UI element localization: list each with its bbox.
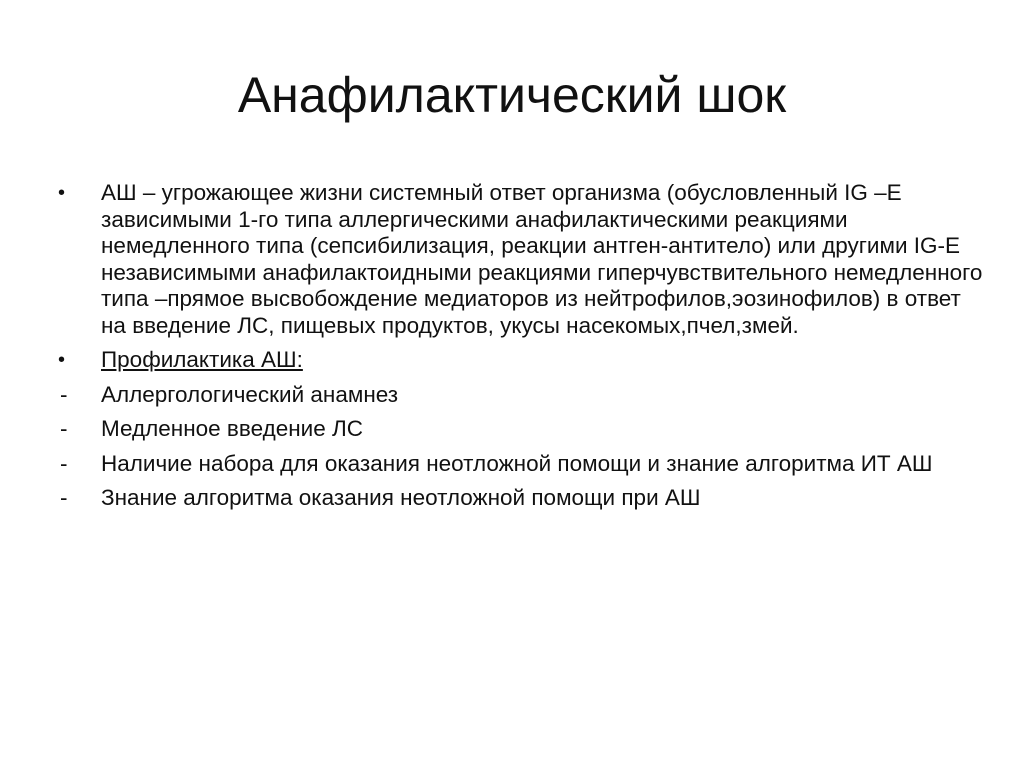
slide-content [58,180,988,520]
list-item-slow-administration [58,416,988,443]
prevention-heading: Профилактика АШ: [101,347,303,372]
slow-administration-text: Медленное введение ЛС [101,416,364,441]
dash-marker: - [60,450,68,476]
emergency-kit-text: Наличие набора для оказания неотложной помощи и знание алгоритма ИТ АШ [101,450,933,476]
slide-title: Анафилактический шок [237,67,787,123]
list-item-allergy-history [58,382,988,409]
list-item-definition [58,180,988,339]
dash-marker: - [60,485,68,510]
list-item-prevention-heading [58,347,988,374]
dash-marker: - [60,416,68,441]
emergency-algorithm-text: Знание алгоритма оказания неотложной помощи при АШ [101,485,701,510]
bullet-marker: • [58,182,66,204]
list-item-emergency-kit [58,451,988,478]
list-item-emergency-algorithm [58,485,988,512]
allergy-history-text: Аллергологический анамнез [101,381,399,407]
bullet-marker: • [58,349,66,371]
dash-marker: - [60,381,68,407]
definition-text: АШ – угрожающее жизни системный ответ организма (обусловленный IG –E зависимыми 1-го типа аллергическими анафилактическими реакциями немедленного типа (сепсибилизация, реакции антген-антитело) или другими IG-E независимыми анафилактоидными реакциями гиперчувствительного немедленного типа –прямое высвобождение медиаторов из нейтрофилов,эозинофилов) в ответ на введение ЛС, пищевых продуктов, укусы насекомых,пчел,змей. [101,180,983,338]
